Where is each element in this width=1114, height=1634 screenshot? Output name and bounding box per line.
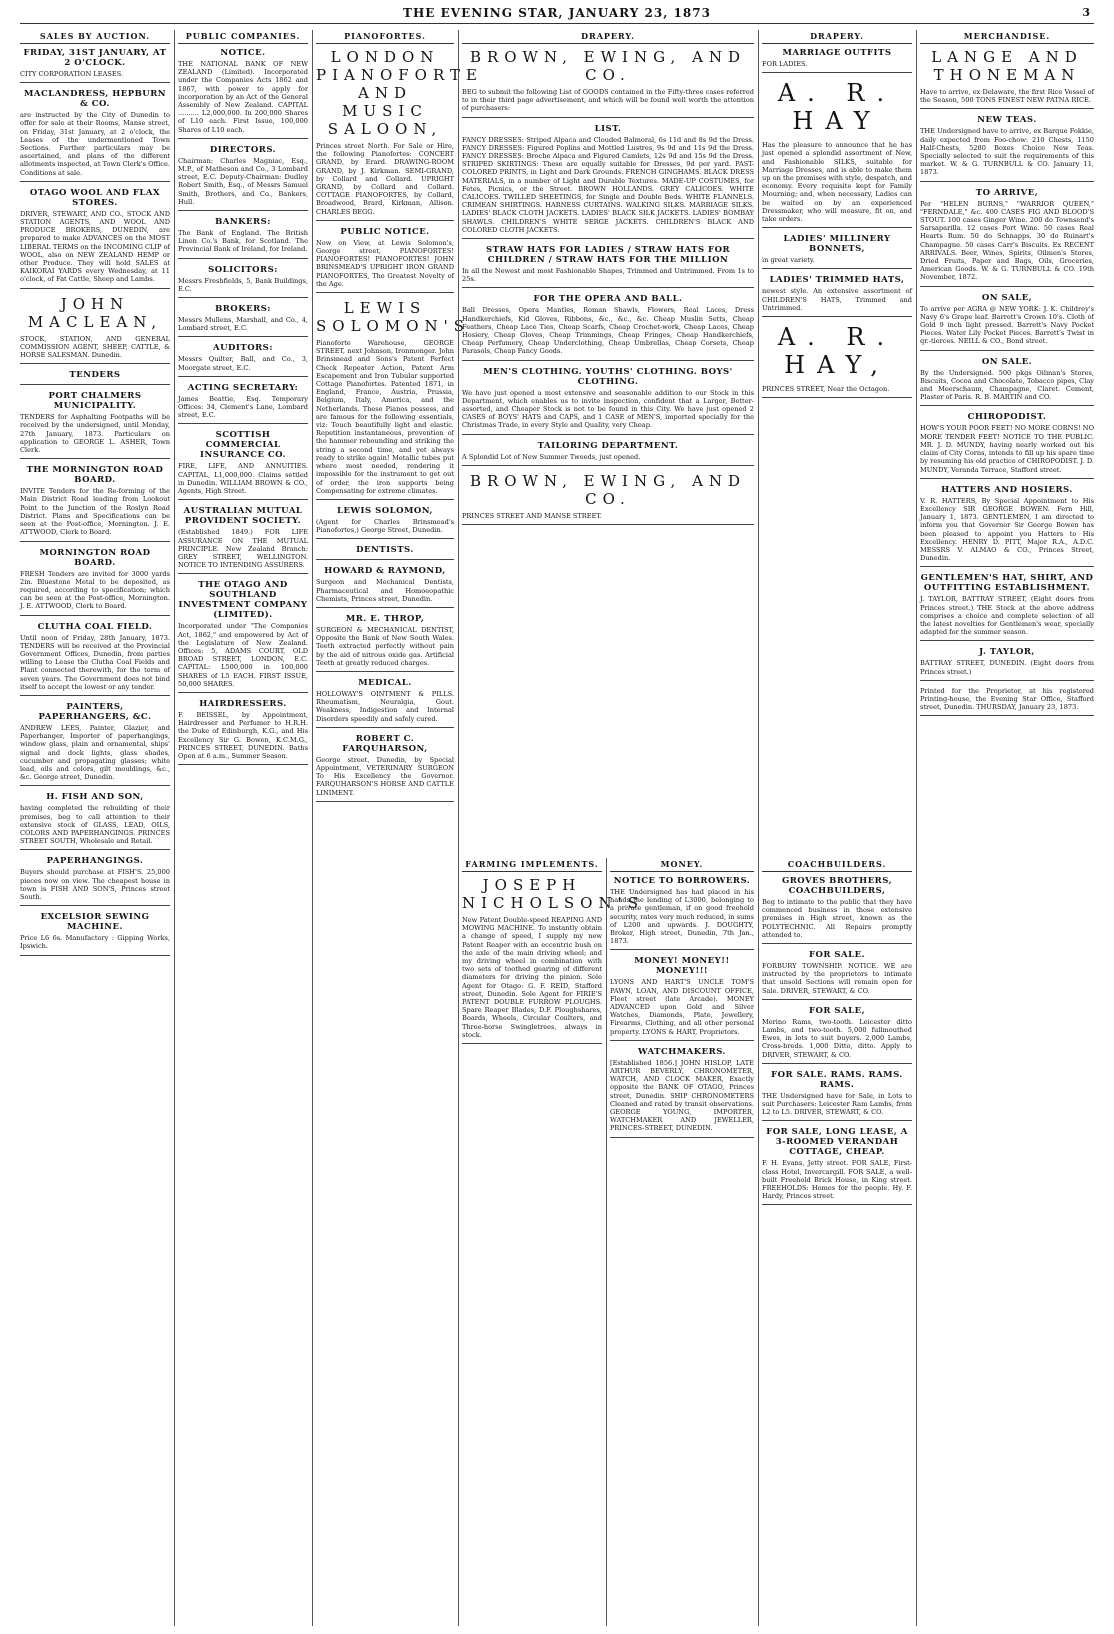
advert-title: BROWN, EWING, AND CO. <box>469 471 747 508</box>
advert-title: MR. E. THROP, <box>345 613 425 624</box>
advertisement <box>920 647 1094 680</box>
advert-divider <box>20 955 170 956</box>
advert-divider <box>20 384 170 385</box>
advert-divider <box>762 999 912 1000</box>
advertisement <box>178 265 308 298</box>
advert-body: HOLLOWAY'S OINTMENT & PILLS. Rheumatism, Neuralgia, Gout. Weakness, Indigestion and Internal Disorders speedily and safely cured. <box>316 689 454 723</box>
advertisement <box>920 687 1094 717</box>
advertisement <box>610 1047 754 1138</box>
advert-body: A Splendid Lot of New Summer Tweeds, just opened. <box>462 452 641 461</box>
advert-title: TO ARRIVE, <box>975 187 1039 198</box>
column-divider <box>174 30 175 1626</box>
section-heading: MONEY. <box>610 858 754 872</box>
advertisement <box>920 573 1094 641</box>
advert-divider <box>762 1120 912 1121</box>
advert-title: FOR SALE, <box>808 1005 866 1016</box>
advert-body: Now on View, at Lewis Solomon's, George street, PIANOFORTES! PIANOFORTES! PIANOFORTES! JOHN BRINSMEAD'S UPRIGHT IRON GRAND PIANOFORTES, The Greatest Novelty of the Age. <box>316 238 454 288</box>
column-divider <box>458 30 459 1626</box>
advert-body: Ball Dresses, Opera Mantles, Roman Shawls, Flowers, Real Laces, Dress Handkerchiefs, Kid Gloves, Ribbons, &c., &c., &c. Cheap Muslin Setts, Cheap Feathers, Cheap Lace Ties, Cheap Scarfs, Cheap Crochet-work, Cheap Laces, Cheap Hosiery, Cheap Gloves, Cheap Trimmings, Cheap Fringes, Cheap Handkerchiefs, Cheap Perfumery, Cheap Underclothing, Cheap Umbrellas, Cheap Corsets, Cheap Parasols, Cheap Fancy Goods. <box>462 306 754 356</box>
advert-body: Beg to intimate to the public that they have commenced business in those extensive premises in High street, known as the POLYTECHNIC. All Repairs promptly attended to. <box>762 898 912 939</box>
advertisement <box>462 294 754 360</box>
advertisement <box>462 124 754 239</box>
advert-body: F. BEISSEL, by Appointment, Hairdresser and Perfumer to H.R.H. the Duke of Edinburgh, K.G., and His Excellency Sir G. Bowen, K.C.M.G., PRINCES STREET, DUNEDIN. Baths Open at 6 a.m., Summer Season. <box>178 710 308 760</box>
advert-body: New Patent Double-speed REAPING AND MOWING MACHINE. To instantly obtain a change of speed, I supply my new Patent Reaper with an eccentric bush on the axle of the main driving wheel; and my driving wheel in combination with two sets of toothed gearing of different diameters for driving the pinion. Sole Agent for Otago: G. F. REID, Stafford street, Dunedin. Sole Agent for FIRIE'S PATENT DOUBLE FURROW PLOUGHS. Spare Reaper Blades, D.F. Ploughshares, Boards, Wheels, Circular Coulters, and Three-horse Swingletrees, always in stock. <box>462 916 602 1039</box>
advert-title: JOHN MACLEAN, <box>27 294 163 331</box>
advertisement <box>178 145 308 211</box>
advert-title: A. R. HAY <box>777 79 897 136</box>
advertisement <box>920 293 1094 351</box>
advert-divider <box>20 458 170 459</box>
advert-title: J. TAYLOR, <box>979 647 1035 658</box>
advert-divider <box>178 376 308 377</box>
advert-body: FANCY DRESSES: Striped Alpaca and Clouded Balmoral, 6s 11d and 8s 9d the Dress. FANCY DRESSES: Figured Poplins and Mottled Lustres, 9s 9d and 11s 9d the Dress. FANCY DRESSES: Broche Alpaca and Figured Camlets, 12s 9d and 15s 9d the Dress. STRIPED SKIRTINGS: These are equally suitable for Dresses, 9d per yard. PAST-COLORED PRINTS, in Light and Dark Grounds. FRENCH GINGHAMS. BLACK DRESS MATERIALS, in a number of Light and Durable Textures. MADE-UP COSTUMES, for Fetes, Picnics, or the Street. BROWN HOLLANDS. GREY CALICOES. WHITE CALICOES. TWILLED SHEETINGS, for Single and Double Beds. WHITE FLANNELS. CRIMEAN SHIRTINGS. HARNESS CURTAINS. WALKING SILKS. MARRIAGE SILKS. LADIES' BLACK CLOTH JACKETS. LADIES' BLACK SILK JACKETS. LADIES' BOMBAY SHAWLS. CHILDREN'S WHITE SERGE JACKETS. CHILDREN'S BLACK AND COLORED CLOTH JACKETS. <box>462 135 754 234</box>
advert-body: FORBURY TOWNSHIP. NOTICE. WE are instructed by the proprietors to intimate that unsold Sections will remain open for Sale. DRIVER, STEWART, & CO. <box>762 962 912 995</box>
advertisement <box>20 391 170 459</box>
advert-title: HATTERS AND HOSIERS. <box>941 484 1073 495</box>
advertisement <box>20 295 170 365</box>
advert-title: TENDERS <box>69 370 121 381</box>
advertisement <box>762 48 912 73</box>
advert-title: ACTING SECRETARY: <box>187 382 299 393</box>
advertisement <box>20 89 170 182</box>
advert-body: LYONS AND HART'S UNCLE TOM'S PAWN, LOAN, AND DISCOUNT OFFICE, Fleet street (late Arcade). MONEY ADVANCED upon Gold and Silver Watches, Diamonds, Plate, Jewellery, Firearms, Clothing, and all other personal property. LYONS & HART, Proprietors. <box>610 978 754 1036</box>
advert-title: SCOTTISH COMMERCIAL INSURANCE CO. <box>199 430 287 461</box>
column-divider <box>758 30 759 1626</box>
advert-title: GENTLEMEN'S HAT, SHIRT, AND OUTFITTING ESTABLISHMENT. <box>920 573 1094 594</box>
advert-body: The Bank of England. The British Linen Co.'s Bank, for Scotland. The Provincial Bank of Ireland, for Ireland. <box>178 229 308 254</box>
section-heading: COACHBUILDERS. <box>762 858 912 872</box>
advertisement <box>462 441 754 466</box>
advert-body: (Agent for Charles Brinsmead's Pianofortes,) George Street, Dunedin. <box>316 517 454 535</box>
advertisement <box>316 506 454 539</box>
advert-divider <box>762 943 912 944</box>
advert-body: James Beattie, Esq. Temporary Offices: 34, Clement's Lane, Lombard street, E.C. <box>178 394 308 420</box>
advert-divider <box>762 227 912 228</box>
advert-body: Printed for the Proprietor, at his registered Printing-house, the Evening Star Office, Stafford street, Dunedin. THURSDAY, January 23, 1873. <box>920 686 1094 712</box>
advert-title: BROWN, EWING, AND CO. <box>469 48 747 84</box>
advert-title: WATCHMAKERS. <box>638 1046 726 1057</box>
advert-divider <box>316 499 454 500</box>
advert-body: STOCK, STATION, AND GENERAL COMMISSION AGENT, SHEEP, CATTLE, & HORSE SALESMAN. Dunedin. <box>20 334 170 360</box>
advert-body: newest style. An extensive assortment of CHILDREN'S HATS, Trimmed and Untrimmed. <box>762 287 912 312</box>
advertisement <box>178 48 308 139</box>
newspaper-title: THE EVENING STAR, JANUARY 23, 1873 <box>403 6 711 20</box>
advert-divider <box>20 615 170 616</box>
advert-divider <box>178 573 308 574</box>
advert-body: V. R. HATTERS, By Special Appointment to His Excellency SIR GEORGE BOWEN. Fern Hill, January 1, 1873. GENTLEMEN, I am directed to inform you that Governor Sir George Bowen has been pleased to appoint you Hatters to His Excellency. HENRY D. PITT, Major R.A., A.D.C. MESSRS V. ALMAO & CO., Princes Street, Dunedin. <box>920 496 1094 563</box>
section-heading: DRAPERY. <box>462 30 754 44</box>
advert-body: Has the pleasure to announce that he has just opened a splendid assortment of New, and Fashionable SILKS, suitable for Marriage Dresses, and is able to make them up on the premises with style, despatch, and economy. Every requisite kept for Family Mourning; and, when necessary, Ladies can be waited on by an experienced Dressmaker, who will measure, fit on, and take orders. <box>762 141 912 224</box>
advert-title: ON SALE, <box>981 292 1033 303</box>
advert-body: By the Undersigned. 500 pkgs Oilman's Stores, Biscuits, Cocoa and Chocolate, Tobacco pipes, Clay and Meerschaum, Champagne, Claret. Cement, Plaster of Paris. R. B. MARTIN and CO. <box>920 368 1094 402</box>
advert-body: Merino Rams, two-tooth. Leicester ditto Lambs, and two-tooth. 5,000 fullmouthed Ewes, in lots to suit buyers. 2,000 Lambs, Cross-breds. 1,000 Ditto, ditto. Apply to DRIVER, STEWART, & CO. <box>762 1017 912 1059</box>
advertisement <box>20 792 170 850</box>
advert-divider <box>920 286 1094 287</box>
advertisement <box>316 678 454 728</box>
column-public-companies <box>178 30 308 1626</box>
advert-divider <box>178 764 308 765</box>
advertisement <box>178 304 308 337</box>
advert-title: MONEY! MONEY!! MONEY!!! <box>634 956 730 977</box>
advert-divider <box>178 423 308 424</box>
column-coachbuilders <box>762 858 912 1626</box>
advert-divider <box>20 785 170 786</box>
advert-body: BATTRAY STREET, DUNEDIN. (Eight doors from Princes street.) <box>920 659 1094 676</box>
advertisement <box>462 245 754 288</box>
section-heading: PUBLIC COMPANIES. <box>178 30 308 44</box>
advert-title: DIRECTORS. <box>209 144 277 155</box>
advert-body: Messrs Freshfields, 5, Bank Buildings, E.C. <box>178 276 308 293</box>
advertisement <box>178 217 308 259</box>
advert-body: in great variety. <box>762 256 815 265</box>
advert-title: CLUTHA COAL FIELD. <box>37 621 153 632</box>
advert-title: FOR SALE, LONG LEASE, A 3-ROOMED VERANDAH COTTAGE, CHEAP. <box>766 1127 908 1158</box>
advert-title: BROKERS: <box>215 304 271 315</box>
advertisement <box>20 370 170 385</box>
advert-body: [Established 1856.] JOHN HISLOP, LATE ARTHUR BEVERLY, CHRONOMETER, WATCH, AND CLOCK MAKER, Exactly opposite the BANK OF OTAGO, Princes street, Dunedin. SHIP CHRONOMETERS Cleaned and rated by transit observations. GEORGE YOUNG, IMPORTER, WATCHMAKER AND JEWELLER, PRINCES-STREET, DUNEDIN. <box>610 1058 754 1133</box>
advert-title: JOSEPH NICHOLSON'S <box>462 876 644 912</box>
advert-divider <box>462 287 754 288</box>
section-heading: FARMING IMPLEMENTS. <box>462 858 602 872</box>
advertisement <box>20 856 170 906</box>
advert-title: THE MORNINGTON ROAD BOARD. <box>26 465 164 486</box>
advert-body: SURGEON & MECHANICAL DENTIST, Opposite the Bank of New South Wales. Teeth extracted perfectly without pain by the aid of nitrous oxide gas. Artificial Teeth at greatly reduced charges. <box>316 625 454 667</box>
advert-divider <box>20 288 170 289</box>
advert-title: AUDITORS: <box>213 343 273 354</box>
advert-divider <box>462 238 754 239</box>
advert-divider <box>178 336 308 337</box>
advert-title: FOR SALE. <box>808 950 866 961</box>
advert-body: CITY CORPORATION LEASES. <box>20 70 124 78</box>
advert-title: ON SALE. <box>981 356 1033 367</box>
advert-title: CHIROPODIST. <box>967 412 1047 423</box>
advert-title: ROBERT C. FARQUHARSON, <box>342 733 428 754</box>
advert-divider <box>762 316 912 317</box>
column-sales-by-auction <box>20 30 170 1626</box>
section-heading: MERCHANDISE. <box>920 30 1094 44</box>
advert-divider <box>762 1063 912 1064</box>
advert-title: HOWARD & RAYMOND, <box>324 566 446 577</box>
advert-title: LEWIS SOLOMON, <box>337 505 433 516</box>
advert-divider <box>610 1137 754 1138</box>
advert-title: MEN'S CLOTHING. YOUTHS' CLOTHING. BOYS' CLOTHING. <box>483 366 733 387</box>
advert-divider <box>178 692 308 693</box>
advertisement <box>920 115 1094 181</box>
advert-body: In all the Newest and most Fashionable Shapes, Trimmed and Untrimmed. From 1s to 25s. <box>462 267 754 284</box>
advert-divider <box>920 405 1094 406</box>
advert-divider <box>462 117 754 118</box>
advert-divider <box>610 1040 754 1041</box>
advert-divider <box>762 72 912 73</box>
advert-body: (Established 1849.) FOR LIFE ASSURANCE ON THE MUTUAL PRINCIPLE. New Zealand Branch: GREY STREET, WELLINGTON. NOTICE TO INTENDING ASSURERS. <box>178 528 308 570</box>
advert-divider <box>316 607 454 608</box>
advert-title: PAPERHANGINGS. <box>46 856 144 867</box>
advert-title: LADIES' MILLINERY BONNETS, <box>783 234 891 255</box>
advert-body: THE Undersigned have for Sale, in Lots to suit Purchasers: Leicester Ram Lambs, from L2 to L5. DRIVER, STEWART, & CO. <box>762 1091 912 1117</box>
advert-divider <box>20 82 170 83</box>
advertisement <box>462 367 754 435</box>
advert-body: ANDREW LEES, Painter, Glazier, and Paperhanger, Importer of paperhangings, window glass, plain and ornamental, ships' signal and dock lights, glass shades, cucumber and propagating glasses; white lead, oils and colors, gilt mouldings, &c., &c. George street, Dunedin. <box>20 723 170 782</box>
advertisement <box>462 472 754 525</box>
advert-divider <box>920 350 1094 351</box>
advertisement <box>462 48 754 118</box>
advert-divider <box>610 949 754 950</box>
advert-title: STRAW HATS FOR LADIES / STRAW HATS FOR CHILDREN / STRAW HATS FOR THE MILLION <box>485 245 731 266</box>
advert-divider <box>178 297 308 298</box>
advert-divider <box>920 680 1094 681</box>
advert-divider <box>178 138 308 139</box>
advertisement <box>20 188 170 289</box>
advertisement <box>762 234 912 269</box>
advert-body: Surgeon and Mechanical Dentists, Pharmaceutical and Homoeopathic Chemists, Princes street, Dunedin. <box>316 578 454 603</box>
advert-body: J. TAYLOR, BATTRAY STREET, (Eight doors from Princes street.) THE Stock at the above address comprises a choice and complete selection of all the latest novelties for Gentlemen's wear, specially adapted for the summer season. <box>920 595 1094 637</box>
advert-divider <box>316 671 454 672</box>
column-merchandise <box>920 30 1094 1626</box>
advert-title: H. FISH AND SON, <box>46 792 144 803</box>
column-pianofortes <box>316 30 483 1626</box>
advert-title: BANKERS: <box>215 217 271 228</box>
advert-body: Buyers should purchase at FISH'S. 25,000 pieces now on view. The cheapest house in town is FISH AND SON'S, Princes street South. <box>20 868 170 901</box>
advert-body: THE Undersigned have to arrive, ex Barque Fokkie, daily expected from Foo-chow: 210 Chests, 1150 Half-Chests, 5280 Boxes Choice New Teas. Specially selected to suit the requirements of this market. W. & G. TURNBULL & CO. January 11, 1873. <box>920 127 1094 177</box>
advert-title: MORNINGTON ROAD BOARD. <box>39 547 151 568</box>
masthead-rule <box>20 23 1094 24</box>
advertisement <box>20 912 170 955</box>
advert-body: Until noon of Friday, 28th January, 1873. TENDERS will be received at the Provincial Government Offices, Dunedin, from parties willing to Lease the Clutha Coal Fields and Plant connected therewith, for the term of seven years. The Government does not bind itself to accept the lowest or any tender. <box>20 633 170 691</box>
advert-divider <box>316 727 454 728</box>
advert-body: Price L6 6s. Manufactory : Gipping Works, Ipswich. <box>20 934 170 951</box>
advert-body: INVITE Tenders for the Re-forming of the Main District Road leading from Lookout Point to the Junction of the Roslyn Road District. Plans and Specifications can be seen at the Post-office, Mornington. J. E. ATTWOOD, Clerk to Board. <box>20 487 170 537</box>
advertisement <box>316 614 454 672</box>
column-farming-implements <box>462 858 644 1626</box>
advert-title: FRIDAY, 31ST JANUARY, AT 2 O'CLOCK. <box>23 48 167 68</box>
column-divider <box>606 858 607 1626</box>
advert-body: TENDERS for Asphalting Footpaths will be received by the undersigned, until Monday, 27th January, 1873. Particulars on application to GEORGE L. ASHER, Town Clerk. <box>20 413 170 455</box>
advert-divider <box>920 478 1094 479</box>
advertisement <box>316 227 454 293</box>
advertisement <box>316 734 454 802</box>
advert-title: PAINTERS, PAPERHANGERS, &C. <box>38 701 152 722</box>
advert-title: LONDON PIANOFORTE AND MUSIC SALOON, <box>316 48 483 138</box>
advert-title: PUBLIC NOTICE. <box>340 226 430 237</box>
advertisement <box>762 1006 912 1064</box>
advertisement <box>178 383 308 425</box>
advert-divider <box>762 268 912 269</box>
advert-divider <box>462 1043 602 1044</box>
section-heading: PIANOFORTES. <box>316 30 454 44</box>
advert-body: PRINCES STREET, Near the Octagon. <box>762 385 890 394</box>
advert-body: THE NATIONAL BANK OF NEW ZEALAND (Limited). Incorporated under the Companies Acts 1862 and 1867, with power to apply for incorporation by an Act of the General Assembly of New Zealand. CAPITAL .......... L2,000,000. In 200,000 Shares of L10 each. First Issue, 100,000 Shares of L10 each. <box>178 60 308 134</box>
masthead <box>20 6 1094 28</box>
advert-divider <box>20 181 170 182</box>
advert-body: Incorporated under "The Companies Act, 1862," and empowered by Act of the Legislature of New Zealand. Offices: 5, ADAMS COURT, OLD BROAD STREET, LONDON, E.C. CAPITAL: L500,000 in 100,000 SHARES of L5 EACH. FIRST ISSUE, 50,000 SHARES. <box>178 622 308 688</box>
advert-title: LEWIS SOLOMON'S <box>316 299 471 336</box>
advertisement <box>178 430 308 500</box>
advert-body: DRIVER, STEWART, AND CO., STOCK AND STATION AGENTS, AND WOOL AND PRODUCE BROKERS, DUNEDIN, are prepared to make ADVANCES on the MOST LIBERAL TERMS on the INCOMING CLIP of WOOL, also on NEW ZEALAND HEMP or other Produce. They will hold SALES at KAIKORAI YARDS every Wednesday, at 11 o'clock, of Fat Cattle, Sheep and Lambs. <box>20 209 170 284</box>
advert-divider <box>316 559 454 560</box>
advert-body: PRINCES STREET AND MANSE STREET. <box>462 511 602 520</box>
advert-body: We have just opened a most extensive and seasonable addition to our Stock in this Department, which enables us to invite inspection, confident that a Larger, Better-assorted, and Cheaper Stock is not to be found in this City. We have just opened 2 CASES of BOYS' HATS and CAPS, and 1 CASE of MEN'S, imported specially for the Christmas Trade, in every Style and Quality, very Cheap. <box>462 388 754 430</box>
advert-body: having completed the rebuilding of their premises, beg to call attention to their extensive stock of GLASS, LEAD, OILS, COLORS AND PAPERHANGINGS. PRINCES STREET SOUTH, Wholesale and Retail. <box>20 804 170 846</box>
advertisement <box>20 48 170 83</box>
page-number: 3 <box>1082 6 1090 19</box>
advertisement <box>20 622 170 696</box>
advert-divider <box>20 695 170 696</box>
advert-divider <box>20 905 170 906</box>
advertisement <box>178 699 308 765</box>
advertisement <box>178 343 308 376</box>
advertisement <box>610 876 754 950</box>
advertisement <box>178 506 308 574</box>
advertisement <box>762 323 912 398</box>
advert-divider <box>462 465 754 466</box>
advert-title: TAILORING DEPARTMENT. <box>537 440 679 451</box>
advertisement <box>920 412 1094 478</box>
advert-title: FOR THE OPERA AND BALL. <box>533 294 683 305</box>
advertisement <box>762 876 912 944</box>
advert-body: are instructed by the City of Dunedin to offer for sale at their Rooms, Manse street, on Friday, 31st January, at 2 o'clock, the Leases of the undermentioned Town Sections. Further particulars may be ascertained, and plans of the different allotments inspected, at Town Clerk's Office. Conditions at sale. <box>20 111 170 177</box>
advert-divider <box>316 801 454 802</box>
advert-title: OTAGO WOOL AND FLAX STORES. <box>29 187 161 208</box>
advert-divider <box>920 566 1094 567</box>
advert-title: THE OTAGO AND SOUTHLAND INVESTMENT COMPANY (LIMITED). <box>178 580 308 621</box>
advert-body: George street, Dunedin, by Special Appointment, VETERINARY SURGEON To His Excellency the Governor. FARQUHARSON'S HORSE AND CATTLE LINIMENT. <box>316 755 454 797</box>
advert-title: HAIRDRESSERS. <box>199 698 287 709</box>
advertisement <box>316 48 483 221</box>
advert-divider <box>20 541 170 542</box>
advert-body: Have to arrive, ex Delaware, the first Rice Vessel of the Season, 500 TONS FINEST NEW PATNA RICE. <box>920 88 1094 105</box>
advert-body: HOW'S YOUR POOR FEET! NO MORE CORNS! NO MORE TENDER FEET! NOTICE TO THE PUBLIC. MR. J. D. MUNDY, having nearly worked out his claim of City Corns, intends to fill up his spare time by resuming his old practice of CHIROPODIST. J. D. MUNDY, Veranda Terrace, Stafford street. <box>920 424 1094 474</box>
advert-divider <box>920 640 1094 641</box>
advertisement <box>316 299 471 500</box>
advertisement <box>20 548 170 616</box>
advertisement <box>762 1070 912 1122</box>
column-divider <box>312 30 313 1626</box>
advert-title: FOR SALE. RAMS. RAMS. RAMS. <box>771 1069 903 1090</box>
advert-title: SOLICITORS: <box>208 264 278 275</box>
advert-title: LANGE AND THONEMAN <box>931 48 1083 84</box>
advert-body: Per "HELEN BURNS," "WARRIOR QUEEN," "FERNDALE," &c. 400 CASES FIG AND BLOOD'S STOUT. 100 cases Ginger Wine. 200 do Townsend's Sarsaparilla. 12 cases Port Wine. 50 cases Real Hearts Rum. 50 do Schnapps. 30 do Ruinart's Champagne. 50 cases Carr's Biscuits. Ex RECENT ARRIVALS. Beer, Wines, Spirits, Oilmen's Stores, Dried Fruits, Paper and Bags, Oils, Groceries, American Goods. W. & G. TURNBULL & CO. 19th November, 1872. <box>920 199 1094 282</box>
advert-body: Princes street North. For Sale or Hire, the following Pianofortes: CONCERT GRAND, by Erard. DRAWING-ROOM GRAND, by J. Kirkman. SEMI-GRAND, by Collard and Collard. UPRIGHT GRAND, by Collard and Collard. COTTAGE PIANOFORTES, by Collard, Broadwood, Brard, Kirkman, Allison. CHARLES BEGG. <box>316 142 454 216</box>
advert-body: Chairman: Charles Magniac, Esq., M.P., of Matheson and Co., 3 Lombard street, E.C. Deputy-Chairman: Dudley Robert Smith, Esq., of Messrs Samuel Smith, Brothers, and Co., Bankers, Hull. <box>178 156 308 206</box>
column-drapery-ar-hay <box>762 30 912 850</box>
advert-title: AUSTRALIAN MUTUAL PROVIDENT SOCIETY. <box>183 506 303 527</box>
advert-body: To arrive per AGRA @ NEW YORK: J. K. Childrey's Navy 6's Grape leaf. Barrett's Crown 10's. Cloth of Gold 9 inch light pressed. Barrett's Navy Pocket Pieces. Water Lily Pocket Pieces. Barrett's Twist in qr.-tierces. NEILL & CO., Bond street. <box>920 304 1094 346</box>
advert-body: FIRE, LIFE, AND ANNUITIES. CAPITAL, L1,000,000. Claims settled in Dunedin. WILLIAM BROWN & CO., Agents, High Street. <box>178 462 308 496</box>
advertisement <box>762 275 912 317</box>
advert-title: EXCELSIOR SEWING MACHINE. <box>40 912 150 933</box>
advertisement <box>178 580 308 693</box>
advert-title: MEDICAL. <box>358 677 412 688</box>
advertisement <box>920 48 1094 109</box>
advert-divider <box>920 181 1094 182</box>
advertisement <box>610 956 754 1040</box>
section-heading: SALES BY AUCTION. <box>20 30 170 44</box>
advert-divider <box>178 210 308 211</box>
advertisement <box>762 79 912 228</box>
advert-body: BEG to submit the following List of GOODS contained in the Fifty-three cases referred to in their third page advertisement, and which will be found well worth the attention of purchasers: <box>462 88 754 113</box>
advert-divider <box>762 1204 912 1205</box>
advert-title: PORT CHALMERS MUNICIPALITY. <box>48 391 142 412</box>
advert-divider <box>316 292 454 293</box>
advert-title: NEW TEAS. <box>977 115 1037 126</box>
advert-divider <box>920 715 1094 716</box>
advert-body: Messrs Mullens, Marshall, and Co., 4, Lombard street, E.C. <box>178 316 308 333</box>
column-divider <box>916 30 917 1626</box>
advert-divider <box>316 538 454 539</box>
advert-divider <box>762 397 912 398</box>
advert-divider <box>920 108 1094 109</box>
advertisement <box>316 566 454 608</box>
advert-title: GROVES BROTHERS, COACHBUILDERS, <box>781 876 893 896</box>
advert-body: THE Undersigned has had placed in his hands the lending of L3000, belonging to a private gentleman, if on good freehold security, rates very much reduced, in sums of L200 and upwards. J. DOUGHTY, Broker, High street, Dunedin, 7th Jan., 1873. <box>610 888 754 946</box>
advert-title: MACLANDRESS, HEPBURN & CO. <box>23 89 167 110</box>
advertisement <box>462 876 644 1044</box>
column-drapery-brown-ewing <box>462 30 754 850</box>
advert-divider <box>20 849 170 850</box>
advert-title: DENTISTS. <box>356 545 414 556</box>
advert-divider <box>462 360 754 361</box>
section-heading: DRAPERY. <box>762 30 912 44</box>
column-money <box>610 858 754 1626</box>
advert-title: NOTICE TO BORROWERS. <box>613 876 751 886</box>
advert-title: LADIES' TRIMMED HATS, <box>769 275 905 286</box>
advert-title: MARRIAGE OUTFITS <box>782 48 892 58</box>
advert-title: A. R. HAY, <box>777 323 897 380</box>
advert-body: Pianoforte Warehouse, GEORGE STREET, next Johnson, Ironmonger. John Brinsmead and Sons's Patent Perfect Check Repeater Action, Patent Arm Escapement and Iron Tubular supported Cottage Pianofortes. Patented 1871, in England, France, Austria, Prussia, Belgium, Italy, America, and the Netherlands. These Pianos possess, and are famous for the following essentials, viz: Touch beautifully light and elastic. Repetition instantaneous, prevention of the hammer rebounding and striking the string a second time, and yet always ready to strike again! Metallic tubes put where most needed, rendering it impossible for the instrument to get out of order, the iron supports being Compensating for extreme climates. <box>316 339 454 495</box>
advert-body: Messrs Quilter, Ball, and Co., 3, Moorgate street, E.C. <box>178 355 308 372</box>
advert-body: F. H. Evans, Jetty street. FOR SALE, First-class Hotel, Invercargill. FOR SALE, a well-built Freehold Brick House, in King street. FREEHOLDS: Homes for the people. Hy. F. Hardy, Princes street. <box>762 1159 912 1201</box>
advert-divider <box>462 434 754 435</box>
advertisement <box>20 465 170 541</box>
advertisement <box>920 357 1094 407</box>
advertisement <box>920 188 1094 287</box>
advertisement <box>762 950 912 1000</box>
advertisement <box>920 485 1094 568</box>
advert-divider <box>178 258 308 259</box>
advert-title: NOTICE. <box>220 48 266 58</box>
advert-divider <box>20 363 170 364</box>
advert-body: FRESH Tenders are invited for 3000 yards 2in. Bluestone Metal to be deposited, as required, according to specification; which can be seen at the Post-office, Mornington. J. E. ATTWOOD, Clerk to Board. <box>20 569 170 611</box>
advert-divider <box>178 499 308 500</box>
advertisement <box>316 545 454 560</box>
advert-title: LIST. <box>594 123 622 134</box>
advertisement <box>762 1127 912 1205</box>
advert-divider <box>316 220 454 221</box>
advert-body: FOR LADIES. <box>762 60 808 68</box>
advert-divider <box>462 524 754 525</box>
advertisement <box>20 702 170 786</box>
